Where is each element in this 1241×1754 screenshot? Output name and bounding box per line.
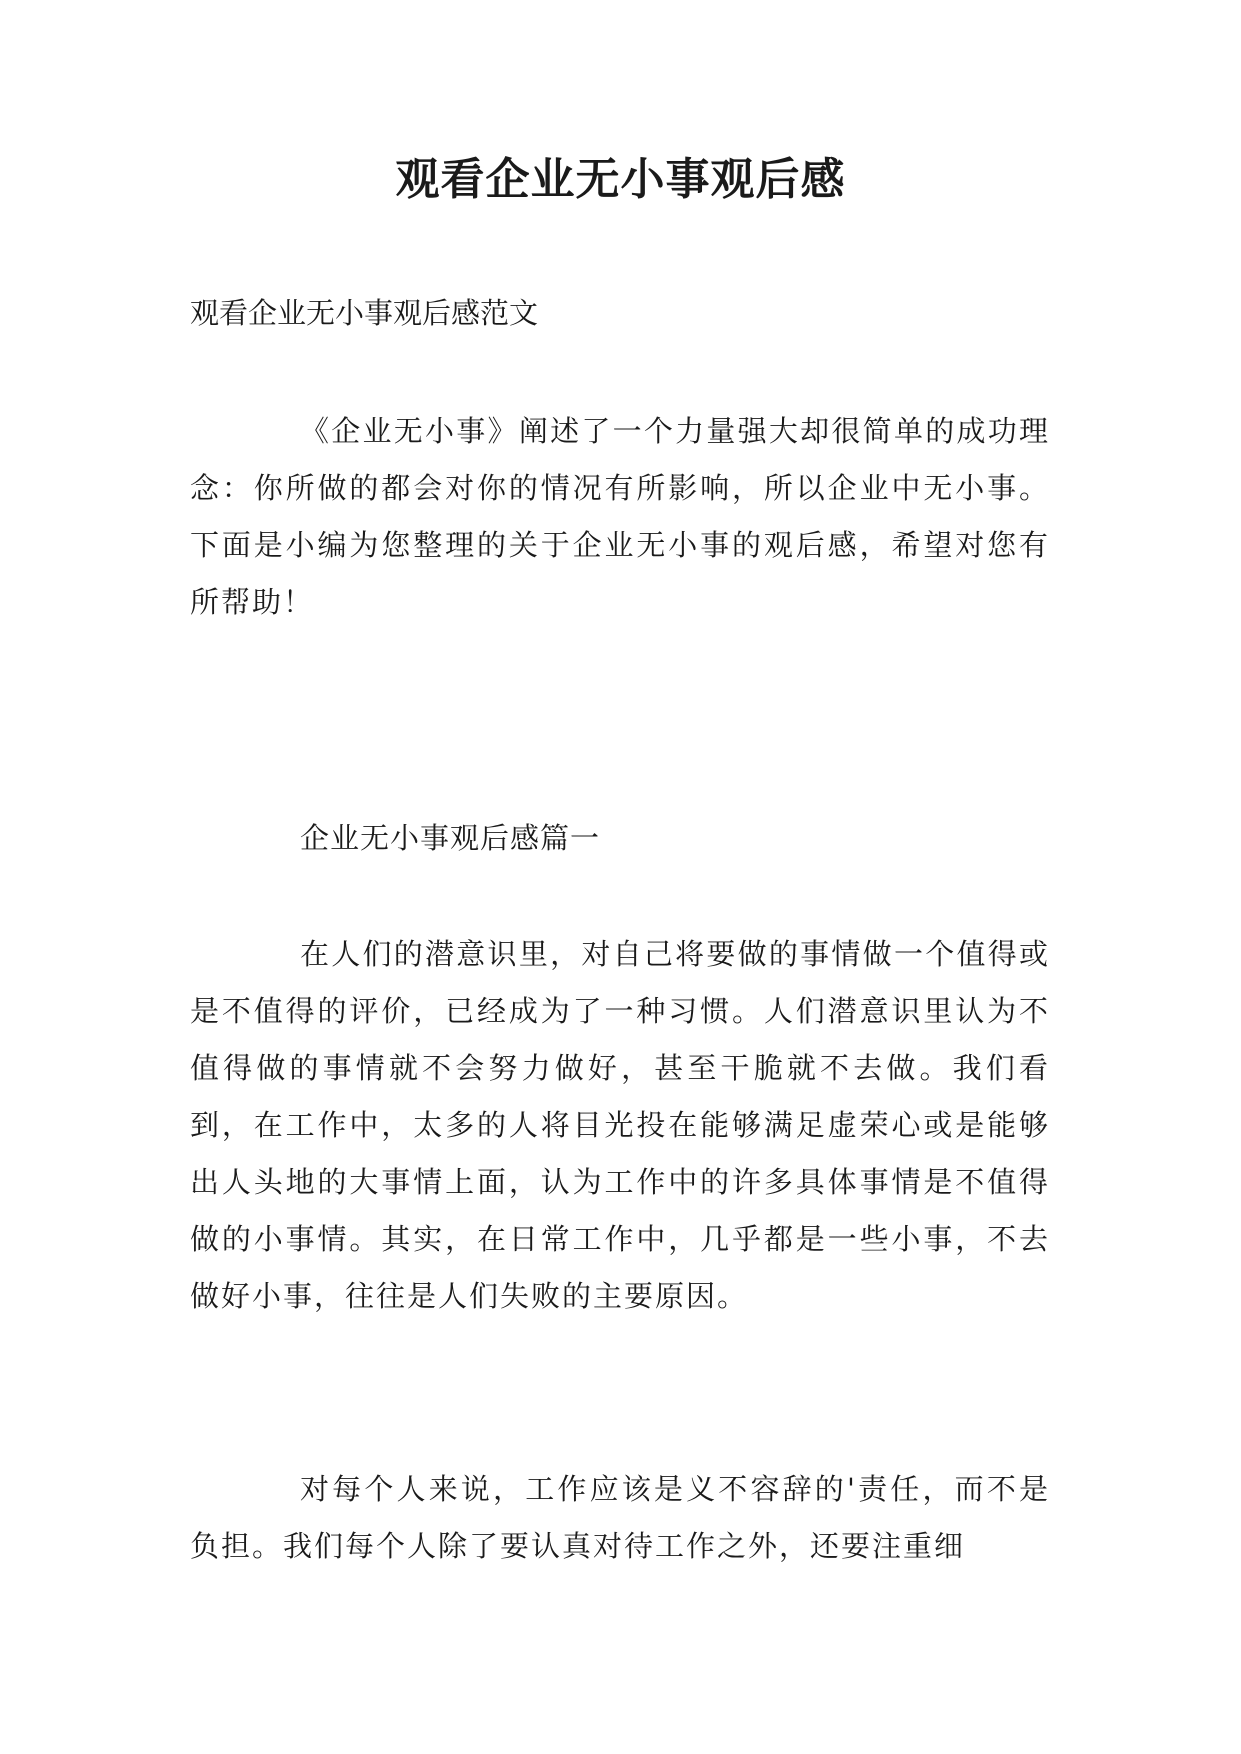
body-paragraph: 在人们的潜意识里，对自己将要做的事情做一个值得或是不值得的评价，已经成为了一种习惯。人们潜意识里认为不值得做的事情就不会努力做好，甚至干脆就不去做。我们看到，在工作中，太多的人将目光投在能够满足虚荣心或是能够出人头地的大事情上面，认为工作中的许多具体事情是不值得做的小事情。其实，在日常工作中，几乎都是一些小事，不去做好小事，往往是人们失败的主要原因。 [190,937,1050,1313]
body-paragraph: 对每个人来说，工作应该是义不容辞的'责任，而不是负担。我们每个人除了要认真对待工作之外，还要注重细 [190,1472,1050,1563]
document-subtitle: 观看企业无小事观后感范文 [190,296,539,330]
document-title: 观看企业无小事观后感 [395,154,846,205]
intro-paragraph: 《企业无小事》阐述了一个力量强大却很简单的成功理念：你所做的都会对你的情况有所影响，所以企业中无小事。下面是小编为您整理的关于企业无小事的观后感，希望对您有所帮助！ [190,414,1050,619]
section-heading: 企业无小事观后感篇一 [300,821,601,855]
